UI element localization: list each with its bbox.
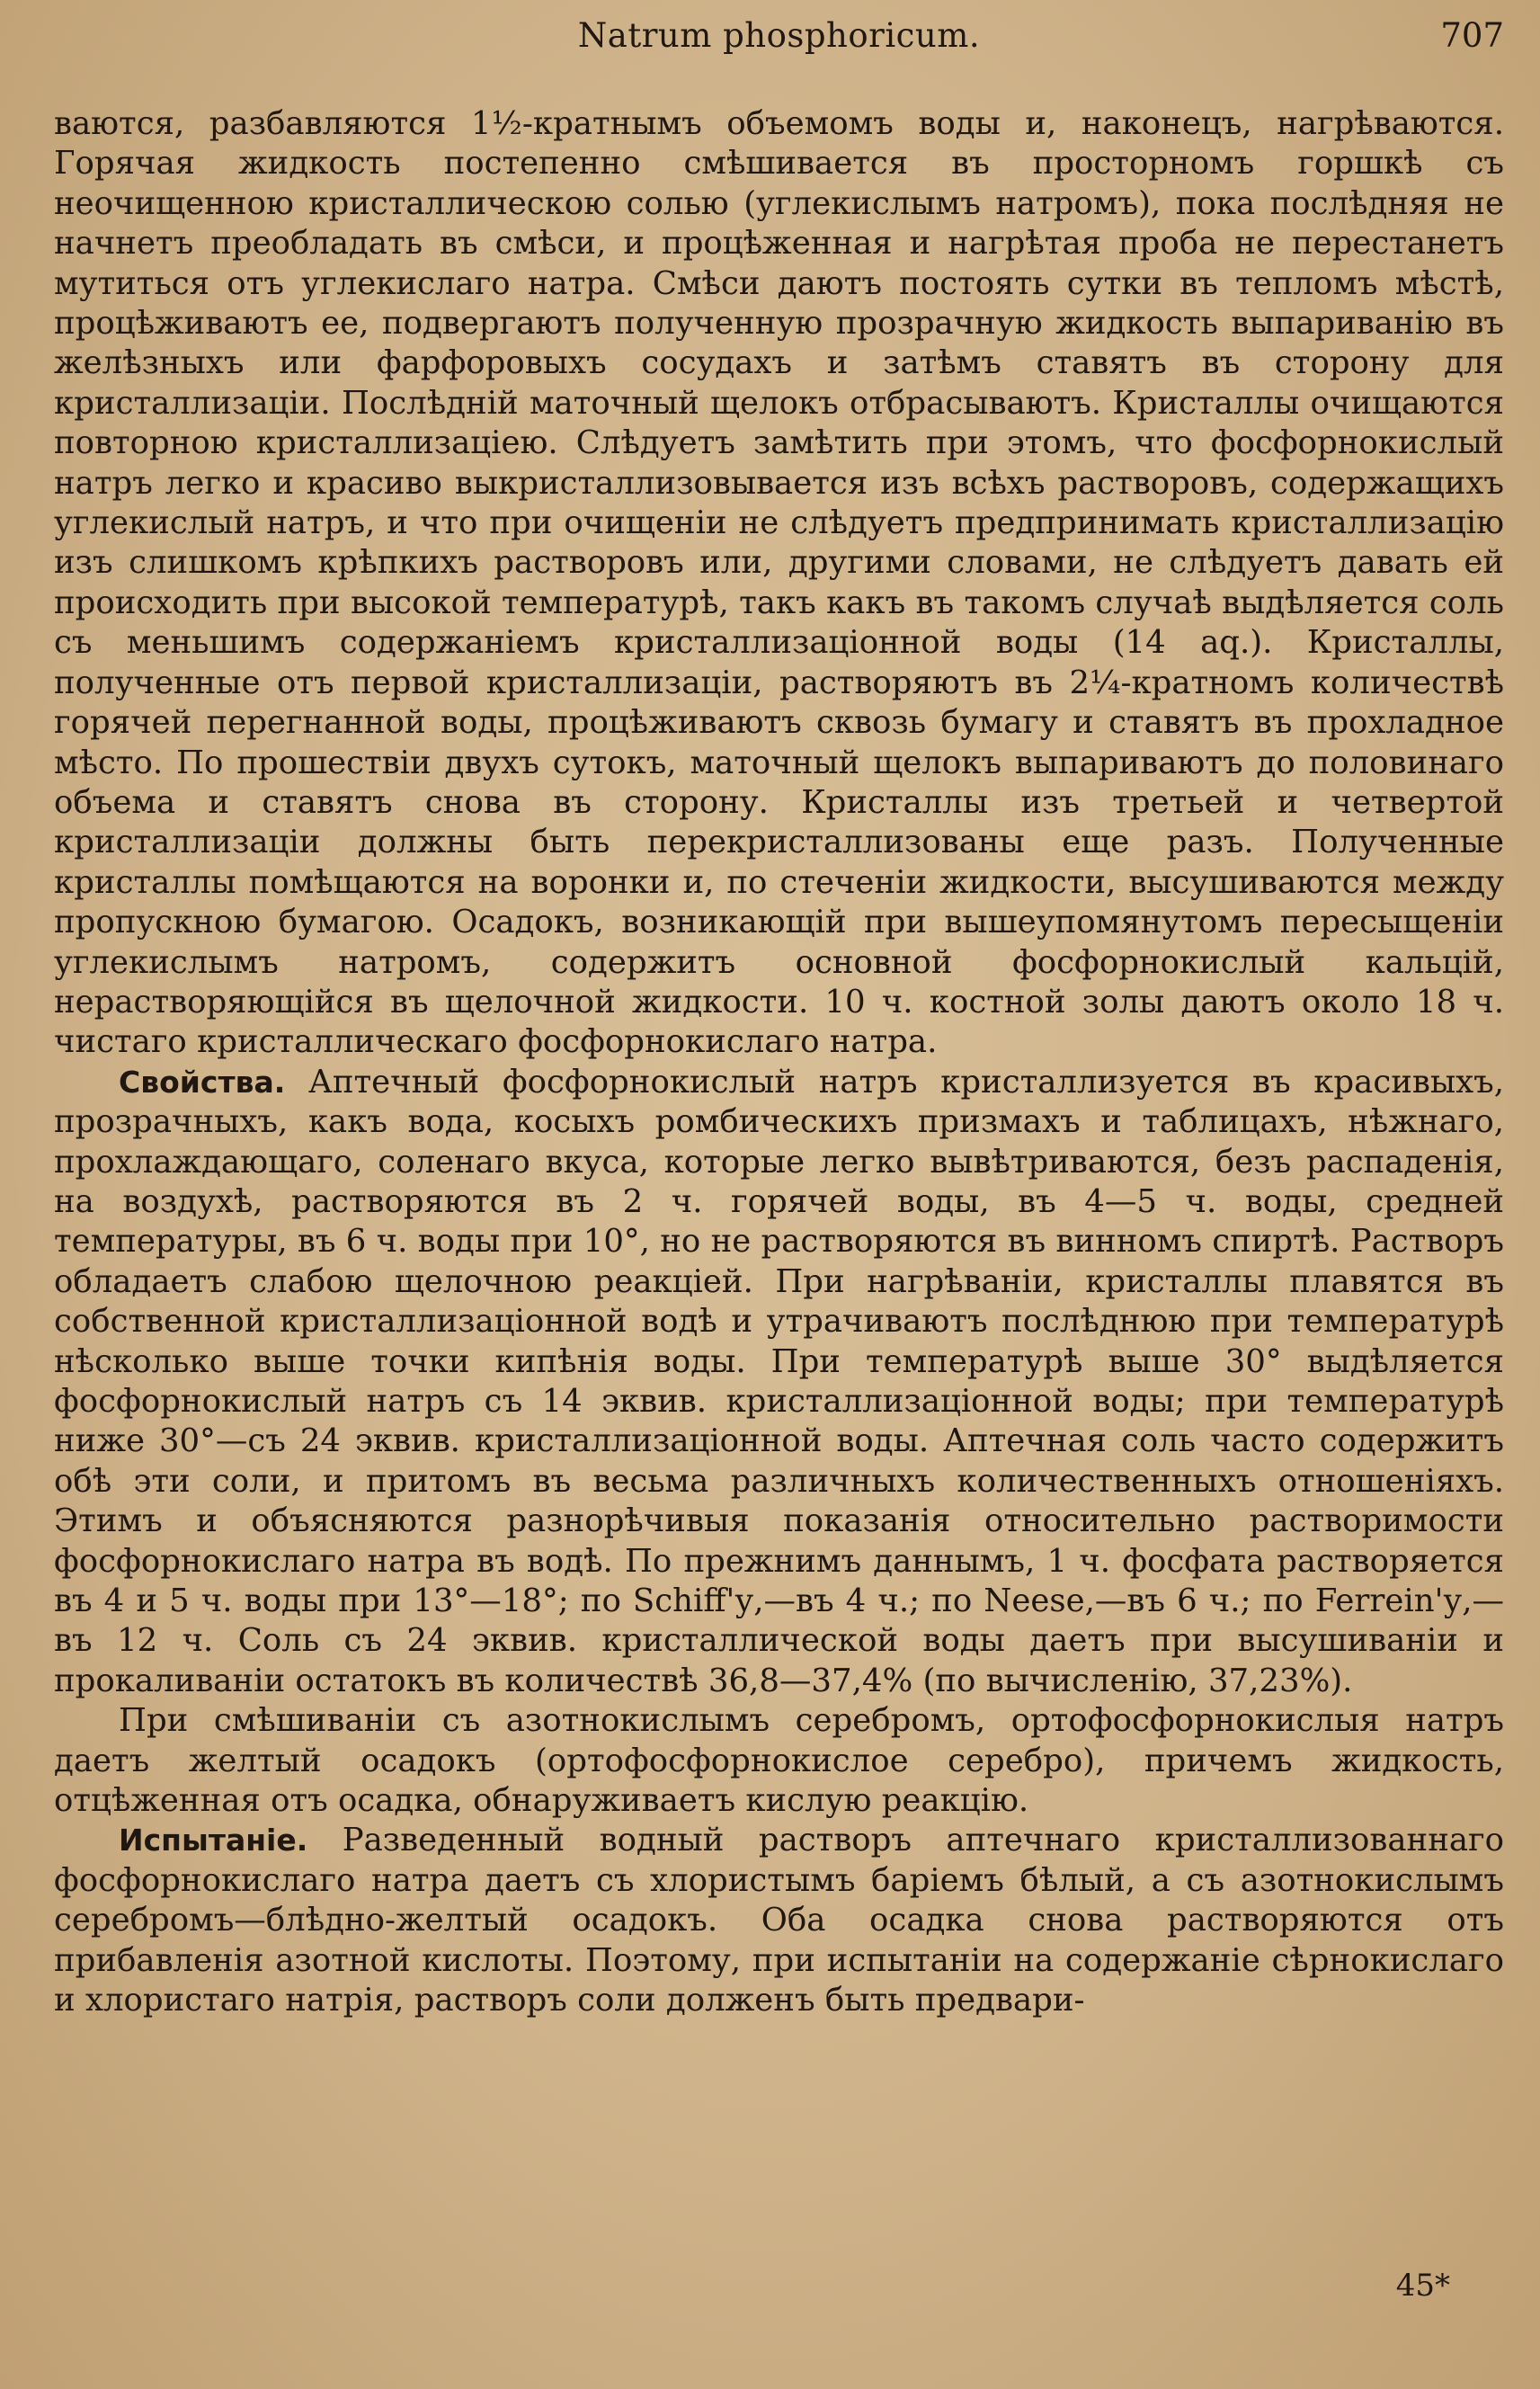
signature-mark: 45* — [1395, 2268, 1450, 2304]
paragraph-text: При смѣшиваніи съ азотнокислымъ серебромъ, ортофосфорнокислыя натръ даетъ желтый осадокъ (ортофосфорнокислое серебро), причемъ жидкость, отцѣженная отъ осадка, обнаруживаетъ кислую реакцію. — [54, 1702, 1504, 1820]
page-number: 707 — [1440, 16, 1504, 55]
running-title: Natrum phosphoricum. — [577, 16, 981, 55]
paragraph-continuation — [54, 104, 1504, 1063]
body-text — [54, 104, 1504, 2021]
section-heading-properties: Свойства. — [119, 1064, 286, 1100]
paragraph-testing — [54, 1821, 1504, 2020]
paragraph-text: ваются, разбавляются 1½-кратнымъ объемомъ воды и, наконецъ, нагрѣваются. Горячая жидкость постепенно смѣшивается въ просторномъ горшкѣ съ неочищенною кристаллическою солью (углекислымъ натромъ), пока послѣдняя не начнетъ преобладать въ смѣси, и процѣженная и нагрѣтая проба не перестанетъ мутиться отъ углекислаго натра. Смѣси даютъ постоять сутки въ тепломъ мѣстѣ, процѣживаютъ ее, подвергаютъ полученную прозрачную жидкость выпариванію въ желѣзныхъ или фарфоровыхъ сосудахъ и затѣмъ ставятъ въ сторону для кристаллизаціи. Послѣдній маточный щелокъ отбрасываютъ. Кристаллы очищаются повторною кристаллизаціею. Слѣдуетъ замѣтить при этомъ, что фосфорнокислый натръ легко и красиво выкристаллизовывается изъ всѣхъ растворовъ, содержащихъ углекислый натръ, и что при очищеніи не слѣдуетъ предпринимать кристаллизацію изъ слишкомъ крѣпкихъ растворовъ или, другими словами, не слѣдуетъ давать ей происходить при высокой температурѣ, такъ какъ въ такомъ случаѣ выдѣляется соль съ меньшимъ содержаніемъ кристаллизаціонной воды (14 aq.). Кристаллы, полученные отъ первой кристаллизаціи, растворяютъ въ 2¼-кратномъ количествѣ горячей перегнанной воды, процѣживаютъ сквозь бумагу и ставятъ въ прохладное мѣсто. По прошествіи двухъ сутокъ, маточный щелокъ выпариваютъ до половинаго объема и ставятъ снова въ сторону. Кристаллы изъ третьей и четвертой кристаллизаціи должны быть перекристаллизованы еще разъ. Полученные кристаллы помѣщаются на воронки и, по стеченіи жидкости, высушиваются между пропускною бумагою. Осадокъ, возникающій при вышеупомянутомъ пересыщеніи углекислымъ натромъ, содержитъ основной фосфорнокислый кальцій, нерастворяющійся въ щелочной жидкости. 10 ч. костной золы даютъ около 18 ч. чистаго кристаллическаго фосфорнокислаго натра. — [54, 105, 1504, 1061]
paragraph-text: Аптечный фосфорнокислый натръ кристаллизуется въ красивыхъ, прозрачныхъ, какъ вода, косыхъ ромбическихъ призмахъ и таблицахъ, нѣжнаго, прохлаждающаго, соленаго вкуса, которые легко вывѣтриваются, безъ распаденія, на воздухѣ, растворяются въ 2 ч. горячей воды, въ 4—5 ч. воды, средней температуры, въ 6 ч. воды при 10°, но не растворяются въ винномъ спиртѣ. Растворъ обладаетъ слабою щелочною реакціей. При нагрѣваніи, кристаллы плавятся въ собственной кристаллизаціонной водѣ и утрачиваютъ послѣднюю при температурѣ нѣсколько выше точки кипѣнія воды. При температурѣ выше 30° выдѣляется фосфорнокислый натръ съ 14 эквив. кристаллизаціонной воды; при температурѣ ниже 30°—съ 24 эквив. кристаллизаціонной воды. Аптечная соль часто содержитъ обѣ эти соли, и притомъ въ весьма различныхъ количественныхъ отношеніяхъ. Этимъ и объясняются разнорѣчивыя показанія относительно растворимости фосфорнокислаго натра въ водѣ. По прежнимъ даннымъ, 1 ч. фосфата растворяется въ 4 и 5 ч. воды при 13°—18°; по Schiff'у,—въ 4 ч.; по Neese,—въ 6 ч.; по Ferrein'у,—въ 12 ч. Соль съ 24 эквив. кристаллической воды даетъ при высушиваніи и прокаливаніи остатокъ въ количествѣ 36,8—37,4% (по вычисленію, 37,23%). — [54, 1063, 1504, 1699]
section-heading-testing: Испытаніе. — [119, 1823, 308, 1859]
paragraph-silver-reaction — [54, 1701, 1504, 1821]
paragraph-properties — [54, 1063, 1504, 1702]
running-head — [54, 11, 1504, 65]
paragraph-text: Разведенный водный растворъ аптечнаго кристаллизованнаго фосфорнокислаго натра даетъ съ хлористымъ баріемъ бѣлый, а съ азотнокислымъ серебромъ—блѣдно-желтый осадокъ. Оба осадка снова растворяются отъ прибавленія азотной кислоты. Поэтому, при испытаніи на содержаніе сѣрнокислаго и хлористаго натрія, растворъ соли долженъ быть предвари- — [54, 1822, 1504, 2019]
